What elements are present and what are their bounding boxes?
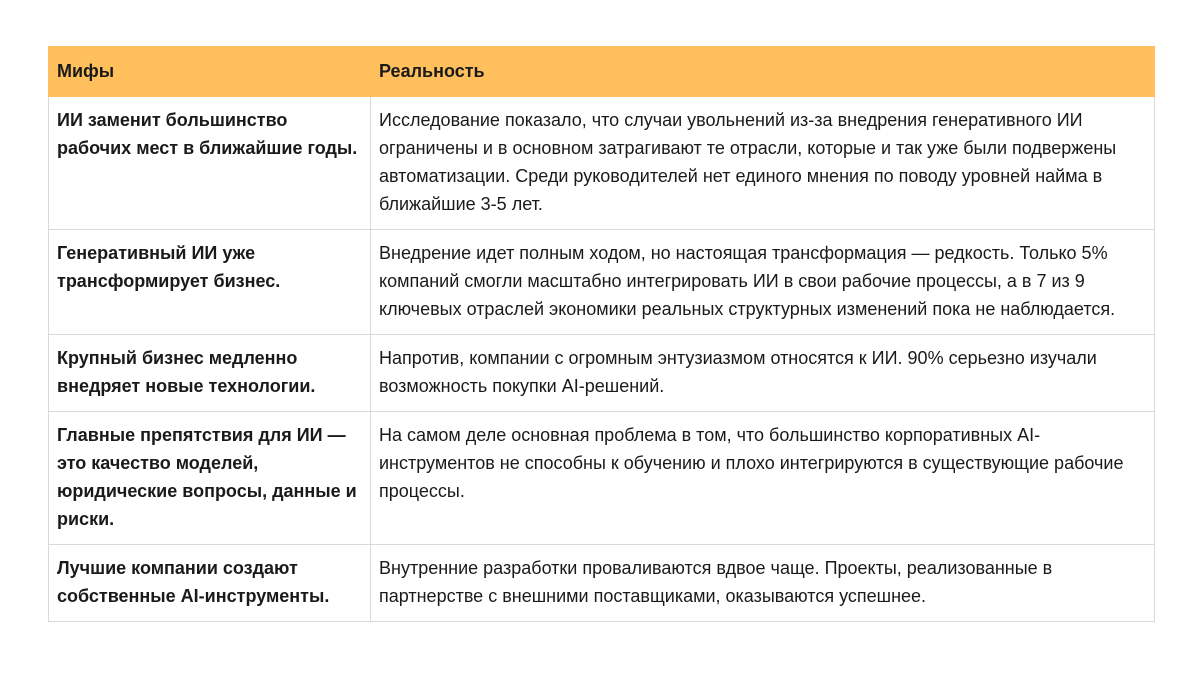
myth-cell: Крупный бизнес медленно внедряет новые технологии. bbox=[49, 335, 371, 412]
table-row bbox=[49, 412, 1155, 545]
reality-cell: Внедрение идет полным ходом, но настоящая трансформация — редкость. Только 5% компаний смогли масштабно интегрировать ИИ в свои рабочие процессы, а в 7 из 9 ключевых отраслей экономики реальных структурных изменений пока не наблюдается. bbox=[371, 230, 1155, 335]
header-reality: Реальность bbox=[371, 47, 1155, 97]
myth-cell: Главные препятствия для ИИ — это качество моделей, юридические вопросы, данные и риски. bbox=[49, 412, 371, 545]
myths-reality-table-container bbox=[48, 46, 1154, 622]
table-row bbox=[49, 97, 1155, 230]
reality-cell: Напротив, компании с огромным энтузиазмом относятся к ИИ. 90% серьезно изучали возможность покупки AI-решений. bbox=[371, 335, 1155, 412]
header-myths: Мифы bbox=[49, 47, 371, 97]
myth-cell: Лучшие компании создают собственные AI-инструменты. bbox=[49, 545, 371, 622]
table-header-row bbox=[49, 47, 1155, 97]
table-row bbox=[49, 545, 1155, 622]
myth-cell: Генеративный ИИ уже трансформирует бизнес. bbox=[49, 230, 371, 335]
myth-cell: ИИ заменит большинство рабочих мест в ближайшие годы. bbox=[49, 97, 371, 230]
reality-cell: Внутренние разработки проваливаются вдвое чаще. Проекты, реализованные в партнерстве с внешними поставщиками, оказываются успешнее. bbox=[371, 545, 1155, 622]
reality-cell: На самом деле основная проблема в том, что большинство корпоративных AI-инструментов не способны к обучению и плохо интегрируются в существующие рабочие процессы. bbox=[371, 412, 1155, 545]
reality-cell: Исследование показало, что случаи увольнений из-за внедрения генеративного ИИ ограничены и в основном затрагивают те отрасли, которые и так уже были подвержены автоматизации. Среди руководителей нет единого мнения по поводу уровней найма в ближайшие 3-5 лет. bbox=[371, 97, 1155, 230]
table-row bbox=[49, 335, 1155, 412]
table-row bbox=[49, 230, 1155, 335]
myths-reality-table bbox=[48, 46, 1155, 622]
